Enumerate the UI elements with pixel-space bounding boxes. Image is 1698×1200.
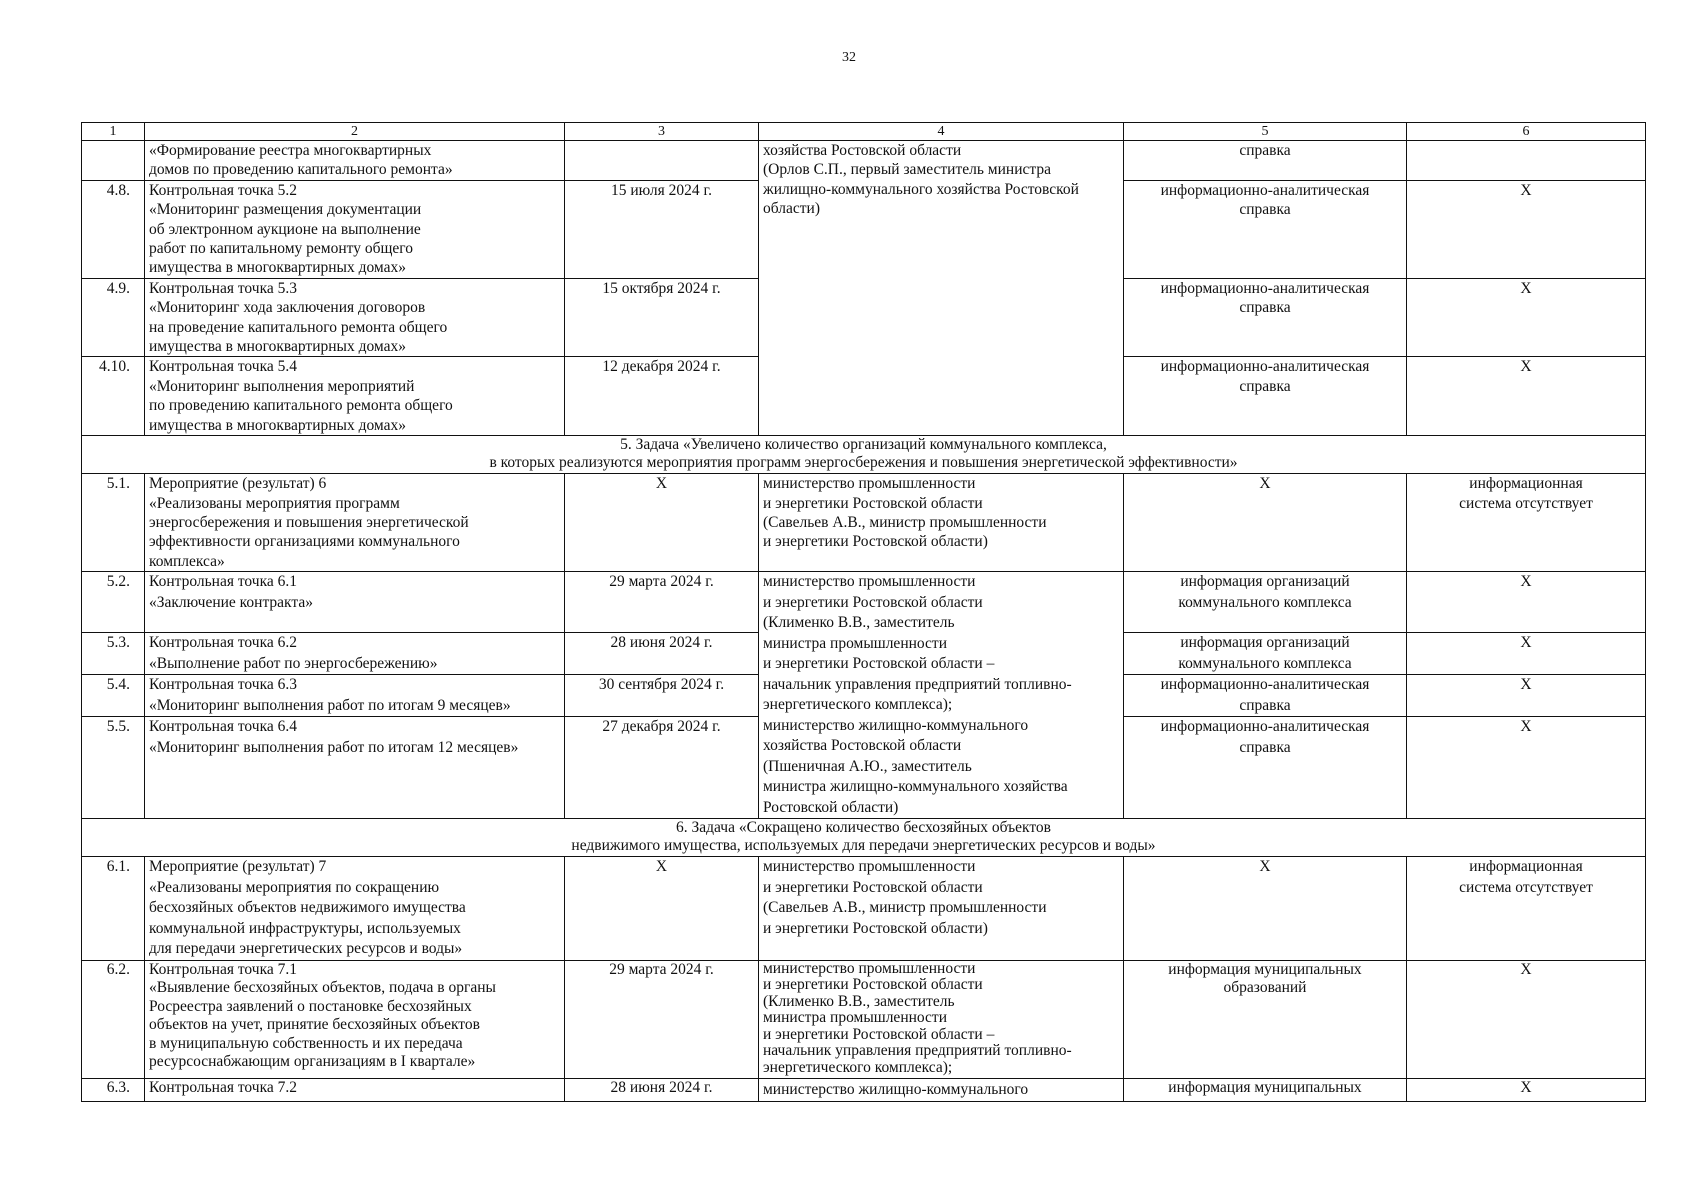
item-name-cell-line: «Выявление бесхозяйных объектов, подача в органы	[149, 979, 496, 997]
responsible-cell	[759, 572, 1124, 819]
item-name-cell-line: Контрольная точка 5.3	[149, 279, 297, 297]
item-name-cell-line: Контрольная точка 6.1	[149, 573, 297, 591]
document-cell	[1124, 717, 1407, 819]
document-cell: Х	[1124, 857, 1407, 961]
item-name-cell-line: Контрольная точка 5.4	[149, 358, 297, 376]
responsible-cell-line: (Клименко В.В., заместитель	[763, 992, 955, 1010]
item-name-cell-line: Контрольная точка 6.4	[149, 718, 297, 736]
task-heading-row	[82, 819, 1646, 857]
document-cell-line: информационно-аналитическая	[1160, 358, 1370, 376]
date-cell	[565, 141, 759, 181]
responsible-cell	[759, 1078, 1124, 1101]
row-number-cell: 6.2.	[82, 960, 145, 1078]
date-cell: 28 июня 2024 г.	[565, 1078, 759, 1101]
item-name-cell-line: Контрольная точка 6.2	[149, 634, 297, 652]
responsible-cell-line: министерство промышленности	[763, 858, 976, 876]
responsible-cell-line: области)	[763, 200, 820, 218]
item-name-cell-line: «Мониторинг размещения документации	[149, 201, 422, 219]
item-name-cell	[145, 180, 565, 278]
document-cell	[1124, 278, 1407, 357]
item-name-cell-line: Мероприятие (результат) 7	[149, 858, 327, 876]
task-heading-cell-line: 6. Задача «Сокращено количество бесхозяйных объектов	[676, 819, 1051, 837]
responsible-cell-line: министра промышленности	[763, 1009, 947, 1027]
document-cell-line: справка	[1239, 696, 1291, 714]
item-name-cell-line: Контрольная точка 7.1	[149, 960, 297, 978]
item-name-cell	[145, 633, 565, 675]
item-name-cell-line: Контрольная точка 5.2	[149, 181, 297, 199]
document-cell: справка	[1124, 141, 1407, 181]
responsible-cell-line: энергетического комплекса);	[763, 696, 953, 714]
responsible-cell-line: и энергетики Ростовской области)	[763, 533, 988, 551]
document-cell: Х	[1124, 474, 1407, 572]
item-name-cell-line: по проведению капитального ремонта общего	[149, 397, 453, 415]
document-cell	[1124, 572, 1407, 633]
item-name-cell-line: «Заключение контракта»	[149, 593, 313, 611]
responsible-cell-line: министра жилищно-коммунального хозяйства	[763, 778, 1068, 796]
item-name-cell	[145, 717, 565, 819]
responsible-cell	[759, 474, 1124, 572]
responsible-cell	[759, 960, 1124, 1078]
info-system-cell-line: информационная	[1469, 475, 1583, 493]
item-name-cell-line: Контрольная точка 7.2	[149, 1078, 297, 1096]
row-number-cell	[82, 141, 145, 181]
item-name-cell-line: коммунальной инфраструктуры, используемых	[149, 919, 461, 937]
document-cell-line: справка	[1239, 738, 1291, 756]
item-name-cell-line: «Выполнение работ по энергосбережению»	[149, 654, 438, 672]
info-system-cell: Х	[1407, 960, 1646, 1078]
responsible-cell-line: Ростовской области)	[763, 798, 899, 816]
table-row-continued	[82, 141, 1646, 181]
date-cell: 29 марта 2024 г.	[565, 572, 759, 633]
task-heading-cell-line: в которых реализуются мероприятия программ энергосбережения и повышения энергетической эффективности»	[489, 454, 1238, 472]
info-system-cell	[1407, 857, 1646, 961]
item-name-cell-line: ресурсоснабжающим организациям в I квартале»	[149, 1053, 476, 1071]
item-name-cell-line: энергосбережения и повышения энергетической	[149, 513, 469, 531]
responsible-cell-line: и энергетики Ростовской области –	[763, 1025, 995, 1043]
info-system-cell	[1407, 474, 1646, 572]
responsible-cell-line: и энергетики Ростовской области)	[763, 919, 988, 937]
document-cell-line: справка	[1239, 377, 1291, 395]
item-name-cell-line: «Мониторинг выполнения работ по итогам 9 месяцев»	[149, 696, 511, 714]
date-cell: 28 июня 2024 г.	[565, 633, 759, 675]
date-cell: 27 декабря 2024 г.	[565, 717, 759, 819]
info-system-cell: Х	[1407, 633, 1646, 675]
responsible-cell-line: министерство жилищно-коммунального	[763, 716, 1029, 734]
item-name-cell-line: работ по капитальному ремонту общего	[149, 240, 414, 258]
responsible-cell	[759, 141, 1124, 436]
responsible-cell-line: начальник управления предприятий топливно-	[763, 1042, 1072, 1060]
document-cell-line: образований	[1223, 979, 1307, 997]
item-name-cell	[145, 675, 565, 717]
date-cell: 15 июля 2024 г.	[565, 180, 759, 278]
header-cell: 4	[759, 123, 1124, 141]
item-name-cell	[145, 1078, 565, 1101]
item-name-cell	[145, 474, 565, 572]
header-cell: 1	[82, 123, 145, 141]
date-cell: Х	[565, 857, 759, 961]
responsible-cell-line: хозяйства Ростовской области	[763, 142, 962, 159]
responsible-cell-line: министерство промышленности	[763, 960, 976, 977]
info-system-cell-line: система отсутствует	[1459, 494, 1593, 512]
responsible-cell-line: и энергетики Ростовской области –	[763, 655, 995, 673]
date-cell: 30 сентября 2024 г.	[565, 675, 759, 717]
item-name-cell-line: «Мониторинг выполнения мероприятий	[149, 377, 415, 395]
document-cell	[1124, 675, 1407, 717]
task-heading-cell	[82, 436, 1646, 474]
date-cell: Х	[565, 474, 759, 572]
responsible-cell-line: и энергетики Ростовской области	[763, 878, 983, 896]
document-cell-line: коммунального комплекса	[1178, 593, 1352, 611]
date-cell: 15 октября 2024 г.	[565, 278, 759, 357]
row-number-cell: 4.8.	[82, 180, 145, 278]
header-row	[82, 123, 1646, 141]
table-row	[82, 474, 1646, 572]
item-name-cell	[145, 278, 565, 357]
item-name-cell-line: домов по проведению капитального ремонта»	[149, 161, 453, 179]
item-name-cell-line: «Мониторинг выполнения работ по итогам 12 месяцев»	[149, 738, 519, 756]
item-name-cell	[145, 357, 565, 436]
row-number-cell: 4.9.	[82, 278, 145, 357]
header-cell: 5	[1124, 123, 1407, 141]
responsible-cell-line: министерство промышленности	[763, 475, 976, 493]
item-name-cell-line: эффективности организациями коммунального	[149, 533, 460, 551]
header-cell: 6	[1407, 123, 1646, 141]
item-name-cell-line: комплекса»	[149, 552, 225, 570]
item-name-cell	[145, 960, 565, 1078]
item-name-cell-line: «Мониторинг хода заключения договоров	[149, 299, 426, 317]
info-system-cell: Х	[1407, 572, 1646, 633]
item-name-cell-line: бесхозяйных объектов недвижимого имущества	[149, 899, 466, 917]
document-cell-line: информационно-аналитическая	[1160, 181, 1370, 199]
responsible-cell-line: хозяйства Ростовской области	[763, 737, 962, 755]
item-name-cell-line: «Формирование реестра многоквартирных	[149, 142, 432, 159]
header-cell: 2	[145, 123, 565, 141]
item-name-cell-line: объектов на учет, принятие бесхозяйных объектов	[149, 1016, 480, 1034]
item-name-cell-line: в муниципальную собственность и их передача	[149, 1034, 463, 1052]
document-cell-line: информация муниципальных	[1168, 1078, 1362, 1096]
document-cell-line: справка	[1239, 299, 1291, 317]
page-number: 32	[842, 50, 856, 65]
document-cell-line: справка	[1239, 201, 1291, 219]
document-cell-line: информация организаций	[1180, 573, 1350, 591]
plan-table	[81, 122, 1646, 1102]
info-system-cell: Х	[1407, 1078, 1646, 1101]
row-number-cell: 4.10.	[82, 357, 145, 436]
task-heading-row	[82, 436, 1646, 474]
item-name-cell-line: Мероприятие (результат) 6	[149, 475, 327, 493]
responsible-cell-line: и энергетики Ростовской области	[763, 593, 983, 611]
table-row	[82, 857, 1646, 961]
responsible-cell-line: и энергетики Ростовской области	[763, 976, 983, 994]
document-cell	[1124, 1078, 1407, 1101]
item-name-cell-line: на проведение капитального ремонта общего	[149, 318, 448, 336]
table-row	[82, 960, 1646, 1078]
item-name-cell-line: «Реализованы мероприятия по сокращению	[149, 878, 440, 896]
table-row	[82, 572, 1646, 633]
info-system-cell: Х	[1407, 278, 1646, 357]
item-name-cell-line: имущества в многоквартирных домах»	[149, 416, 406, 434]
responsible-cell-line: жилищно-коммунального хозяйства Ростовской	[763, 180, 1079, 198]
document-cell-line: информация организаций	[1180, 634, 1350, 652]
info-system-cell-line: система отсутствует	[1459, 878, 1593, 896]
responsible-cell-line: министерство промышленности	[763, 573, 976, 591]
info-system-cell	[1407, 141, 1646, 181]
responsible-cell-line: министерство жилищно-коммунального	[763, 1080, 1029, 1098]
info-system-cell: Х	[1407, 180, 1646, 278]
responsible-cell-line: министра промышленности	[763, 634, 947, 652]
row-number-cell: 5.1.	[82, 474, 145, 572]
row-number-cell: 5.4.	[82, 675, 145, 717]
item-name-cell-line: «Реализованы мероприятия программ	[149, 494, 400, 512]
item-name-cell-line: об электронном аукционе на выполнение	[149, 220, 421, 238]
responsible-cell-line: начальник управления предприятий топливно-	[763, 675, 1072, 693]
document-cell	[1124, 357, 1407, 436]
document-cell-line: информация муниципальных	[1168, 960, 1362, 978]
document-cell-line: информационно-аналитическая	[1160, 676, 1370, 694]
document-cell-line: коммунального комплекса	[1178, 654, 1352, 672]
info-system-cell: Х	[1407, 675, 1646, 717]
item-name-cell-line: имущества в многоквартирных домах»	[149, 338, 406, 356]
table-row	[82, 1078, 1646, 1101]
row-number-cell: 5.2.	[82, 572, 145, 633]
document-cell-line: информационно-аналитическая	[1160, 718, 1370, 736]
task-heading-cell-line: 5. Задача «Увеличено количество организаций коммунального комплекса,	[620, 436, 1107, 454]
item-name-cell	[145, 572, 565, 633]
row-number-cell: 5.5.	[82, 717, 145, 819]
item-name-cell	[145, 141, 565, 181]
date-cell: 12 декабря 2024 г.	[565, 357, 759, 436]
document-cell	[1124, 180, 1407, 278]
info-system-cell: Х	[1407, 717, 1646, 819]
task-heading-cell-line: недвижимого имущества, используемых для передачи энергетических ресурсов и воды»	[571, 837, 1156, 855]
document-cell-line: информационно-аналитическая	[1160, 279, 1370, 297]
responsible-cell	[759, 857, 1124, 961]
info-system-cell-line: информационная	[1469, 858, 1583, 876]
responsible-cell-line: (Савельев А.В., министр промышленности	[763, 899, 1047, 917]
responsible-cell-line: и энергетики Ростовской области	[763, 494, 983, 512]
document-cell	[1124, 960, 1407, 1078]
document-cell	[1124, 633, 1407, 675]
row-number-cell: 6.3.	[82, 1078, 145, 1101]
responsible-cell-line: (Клименко В.В., заместитель	[763, 614, 955, 632]
row-number-cell: 6.1.	[82, 857, 145, 961]
item-name-cell	[145, 857, 565, 961]
responsible-cell-line: (Орлов С.П., первый заместитель министра	[763, 161, 1051, 179]
responsible-cell-line: энергетического комплекса);	[763, 1058, 953, 1076]
task-heading-cell	[82, 819, 1646, 857]
item-name-cell-line: Контрольная точка 6.3	[149, 676, 297, 694]
header-cell: 3	[565, 123, 759, 141]
item-name-cell-line: для передачи энергетических ресурсов и воды»	[149, 940, 463, 958]
item-name-cell-line: Росреестра заявлений о постановке бесхозяйных	[149, 997, 472, 1015]
info-system-cell: Х	[1407, 357, 1646, 436]
row-number-cell: 5.3.	[82, 633, 145, 675]
date-cell: 29 марта 2024 г.	[565, 960, 759, 1078]
responsible-cell-line: (Савельев А.В., министр промышленности	[763, 513, 1047, 531]
responsible-cell-line: (Пшеничная А.Ю., заместитель	[763, 757, 972, 775]
item-name-cell-line: имущества в многоквартирных домах»	[149, 259, 406, 277]
